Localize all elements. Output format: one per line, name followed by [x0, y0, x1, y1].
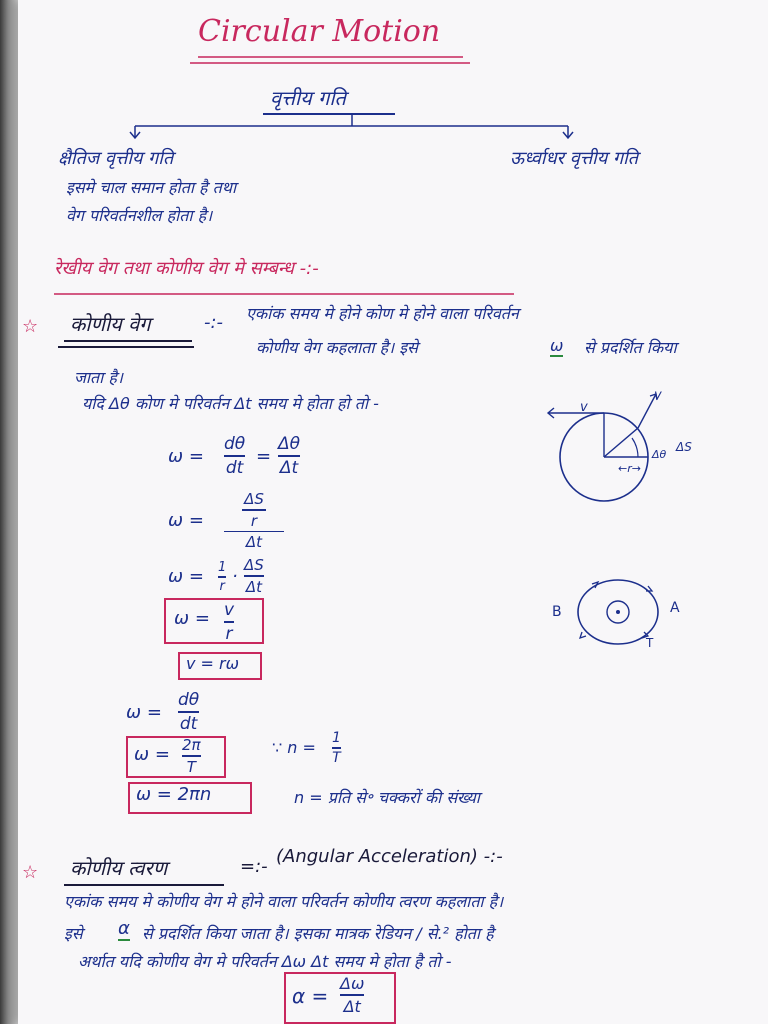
- eq3-frac1: 1 r: [218, 560, 227, 594]
- omega-symbol: ω: [550, 336, 564, 355]
- eq4-frac: v r: [224, 600, 235, 644]
- eq6-lhs: ω =: [126, 702, 162, 723]
- notebook-page: [18, 0, 768, 1024]
- angular-velocity-def-3: से प्रदर्शित किया: [584, 338, 677, 357]
- relation-underline: [54, 293, 514, 295]
- star-icon: ☆: [22, 316, 39, 337]
- angular-acc-underline: [64, 884, 224, 886]
- horizontal-desc-1: इसमे चाल समान होता है तथा: [66, 178, 237, 197]
- angular-acc-line-3: अर्थात यदि कोणीय वेग मे परिवर्तन Δω Δt समय मे होता है तो -: [78, 952, 452, 971]
- title-underline-1: [198, 56, 463, 58]
- eq3-lhs: ω =: [168, 566, 204, 587]
- horizontal-desc-2: वेग परिवर्तनशील होता है।: [66, 206, 213, 225]
- relation-heading: रेखीय वेग तथा कोणीय वेग मे सम्बन्ध -:-: [54, 258, 319, 279]
- branch-vertical: ऊर्ध्वाधर वृत्तीय गति: [510, 148, 639, 169]
- angular-acc-english: (Angular Acceleration) -:-: [276, 846, 503, 867]
- diagram1-ds: ΔS: [676, 440, 692, 454]
- page-title: Circular Motion: [198, 14, 441, 49]
- alpha-eq-frac: Δω Δt: [340, 974, 365, 1016]
- eq7-lhs: ω =: [134, 744, 170, 765]
- eq3-frac2: ΔS Δt: [244, 556, 264, 596]
- diagram2-label-b: B: [552, 604, 562, 620]
- angular-acc-line-1: एकांक समय मे कोणीय वेग मे होने वाला परिवर्तन कोणीय त्वरण कहलाता है।: [64, 892, 504, 911]
- eq2-frac: ΔS r Δt: [224, 490, 284, 551]
- angular-velocity-underline-1: [64, 340, 192, 342]
- diagram2-label-a: A: [670, 600, 680, 616]
- eq4-lhs: ω =: [174, 608, 210, 629]
- diagram1-r: ←r→: [618, 462, 641, 475]
- eq3-dot: ·: [232, 566, 238, 587]
- eq5: v = rω: [186, 654, 240, 673]
- eq7-frac: 2π T: [182, 736, 201, 776]
- eq1-lhs: ω =: [168, 446, 204, 467]
- since-frac: 1 T: [332, 730, 341, 766]
- eq6-frac: dθ dt: [178, 690, 200, 734]
- alpha-eq-lhs: α =: [292, 984, 329, 1008]
- circular-orbit-diagram: [568, 574, 678, 654]
- diagram1-theta: Δθ: [652, 448, 667, 461]
- since-n: ∵ n =: [272, 738, 316, 757]
- angular-velocity-def-4: जाता है।: [74, 368, 123, 387]
- n-definition: n = प्रति से॰ चक्करों की संख्या: [294, 788, 480, 807]
- eq2-lhs: ω =: [168, 510, 204, 531]
- diagram1-v-right: v: [654, 388, 662, 403]
- angular-velocity-sep: -:-: [204, 312, 224, 333]
- eq1-eq2: =: [256, 446, 272, 467]
- star-icon-2: ☆: [22, 862, 39, 883]
- angular-acc-line-2a: इसे: [64, 924, 83, 943]
- hindi-title: वृत्तीय गति: [270, 86, 346, 110]
- angular-acc-line-2b: से प्रदर्शित किया जाता है। इसका मात्रक रेडियन / से.² होता है: [142, 924, 494, 943]
- eq1-frac1: dθ dt: [224, 434, 246, 478]
- angular-velocity-heading: कोणीय वेग: [70, 312, 151, 336]
- eq1-frac2: Δθ Δt: [278, 434, 301, 478]
- title-underline-2: [190, 62, 470, 64]
- angular-velocity-def-5: यदि Δθ कोण मे परिवर्तन Δt समय मे होता हो तो -: [82, 394, 379, 413]
- angular-velocity-def-1: एकांक समय मे होने कोण मे होने वाला परिवर्तन: [246, 304, 519, 323]
- branch-horizontal: क्षैतिज वृत्तीय गति: [58, 148, 174, 169]
- angular-acc-heading: कोणीय त्वरण: [70, 856, 168, 880]
- notebook-binding: [0, 0, 18, 1024]
- eq8: ω = 2πn: [136, 784, 212, 805]
- alpha-symbol: α: [118, 918, 130, 939]
- diagram2-label-t: T: [646, 636, 654, 650]
- diagram1-v-left: v: [580, 400, 588, 415]
- angular-velocity-underline-2: [58, 346, 194, 348]
- angular-acc-sep: =:-: [240, 856, 268, 877]
- angular-velocity-def-2: कोणीय वेग कहलाता है। इसे: [256, 338, 418, 357]
